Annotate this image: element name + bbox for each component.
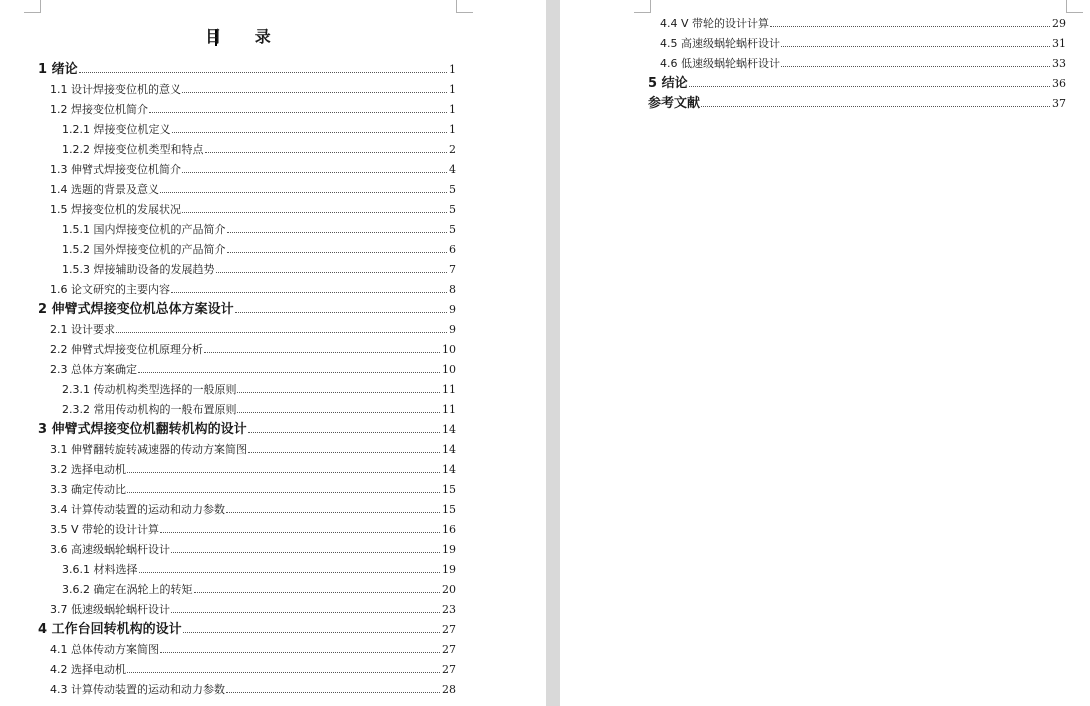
toc-page-number: 15: [442, 483, 456, 496]
toc-entry-text: 3.5 V 带轮的设计计算: [50, 523, 160, 536]
toc-entry-text: 3.4 计算传动装置的运动和动力参数: [50, 503, 225, 516]
toc-entry-text: 2.1 设计要求: [50, 323, 115, 336]
toc-entry[interactable]: [38, 100, 456, 120]
toc-entry-text: 参考文献: [648, 96, 701, 111]
toc-page-number: 1: [449, 123, 456, 136]
toc-leader-dots: [194, 592, 441, 593]
toc-entry[interactable]: [38, 500, 456, 520]
toc-entry[interactable]: [38, 380, 456, 400]
toc-entry[interactable]: [38, 560, 456, 580]
toc-entry[interactable]: [38, 80, 456, 100]
toc-entry-text: 3.6.1 材料选择: [62, 563, 138, 576]
toc-page-number: 6: [449, 243, 456, 256]
toc-leader-dots: [248, 452, 440, 453]
toc-entry-text: 3.7 低速级蜗轮蜗杆设计: [50, 603, 170, 616]
toc-leader-dots: [216, 272, 448, 273]
toc-page-number: 27: [442, 623, 456, 636]
toc-leader-dots: [227, 252, 448, 253]
page-corner-mark: [634, 0, 651, 13]
toc-entry-text: 1.2.1 焊接变位机定义: [62, 123, 171, 136]
toc-entry[interactable]: [648, 94, 1066, 114]
toc-entry-text: 4.1 总体传动方案简图: [50, 643, 159, 656]
toc-entry-text: 1.1 设计焊接变位机的意义: [50, 83, 181, 96]
toc-list: [648, 14, 1066, 114]
toc-entry[interactable]: [648, 14, 1066, 34]
toc-entry-text: 4.3 计算传动装置的运动和动力参数: [50, 683, 225, 696]
toc-entry-text: 3.6 高速级蜗轮蜗杆设计: [50, 543, 170, 556]
document-page-right: [560, 0, 1090, 706]
toc-entry[interactable]: [38, 680, 456, 700]
toc-list: [38, 60, 456, 700]
toc-page-number: 19: [442, 563, 456, 576]
toc-entry[interactable]: [648, 34, 1066, 54]
toc-entry[interactable]: [38, 240, 456, 260]
toc-entry[interactable]: [38, 280, 456, 300]
toc-page-number: 8: [449, 283, 456, 296]
toc-entry[interactable]: [38, 660, 456, 680]
toc-page-number: 28: [442, 683, 456, 696]
toc-leader-dots: [237, 412, 440, 413]
toc-entry-text: 2.3.1 传动机构类型选择的一般原则: [62, 383, 237, 396]
toc-page-number: 1: [449, 63, 456, 76]
toc-leader-dots: [227, 232, 448, 233]
toc-leader-dots: [204, 352, 440, 353]
toc-entry[interactable]: [38, 540, 456, 560]
toc-leader-dots: [127, 672, 440, 673]
toc-entry[interactable]: [38, 520, 456, 540]
toc-entry[interactable]: [38, 480, 456, 500]
toc-page-number: 4: [449, 163, 456, 176]
toc-page-number: 31: [1052, 37, 1066, 50]
toc-entry-text: 3.1 伸臂翻转旋转减速器的传动方案简图: [50, 443, 247, 456]
toc-entry-text: 1.5.3 焊接辅助设备的发展趋势: [62, 263, 215, 276]
toc-entry-text: 4.5 高速级蜗轮蜗杆设计: [660, 37, 780, 50]
toc-entry[interactable]: [38, 220, 456, 240]
toc-entry[interactable]: [38, 140, 456, 160]
page-corner-mark: [1066, 0, 1083, 13]
toc-entry-text: 1.4 选题的背景及意义: [50, 183, 159, 196]
toc-page-number: 2: [449, 143, 456, 156]
toc-leader-dots: [171, 292, 447, 293]
toc-page-number: 16: [442, 523, 456, 536]
page-gutter: [546, 0, 560, 706]
toc-entry-text: 2 伸臂式焊接变位机总体方案设计: [38, 302, 234, 317]
toc-entry[interactable]: [38, 440, 456, 460]
toc-entry-text: 2.3 总体方案确定: [50, 363, 137, 376]
toc-page-number: 5: [449, 183, 456, 196]
toc-page-number: 14: [442, 463, 456, 476]
toc-entry[interactable]: [38, 260, 456, 280]
toc-leader-dots: [226, 512, 440, 513]
toc-leader-dots: [183, 632, 440, 633]
toc-entry[interactable]: [38, 160, 456, 180]
toc-entry[interactable]: [38, 580, 456, 600]
toc-leader-dots: [79, 72, 447, 73]
toc-page-number: 14: [442, 423, 456, 436]
toc-leader-dots: [172, 132, 448, 133]
toc-leader-dots: [160, 192, 447, 193]
toc-entry-text: 1 绪论: [38, 62, 78, 77]
toc-entry[interactable]: [648, 74, 1066, 94]
toc-leader-dots: [770, 26, 1050, 27]
toc-entry-text: 4.6 低速级蜗轮蜗杆设计: [660, 57, 780, 70]
toc-entry[interactable]: [38, 640, 456, 660]
toc-page-number: 27: [442, 663, 456, 676]
toc-leader-dots: [182, 92, 447, 93]
toc-entry-text: 3 伸臂式焊接变位机翻转机构的设计: [38, 422, 247, 437]
toc-page-number: 9: [449, 303, 456, 316]
toc-entry[interactable]: [38, 600, 456, 620]
toc-entry-text: 4.2 选择电动机: [50, 663, 126, 676]
toc-leader-dots: [160, 652, 440, 653]
toc-page-number: 11: [442, 383, 456, 396]
toc-leader-dots: [149, 112, 447, 113]
toc-leader-dots: [182, 212, 447, 213]
toc-entry-text: 1.5.1 国内焊接变位机的产品简介: [62, 223, 226, 236]
toc-entry[interactable]: [38, 180, 456, 200]
toc-leader-dots: [160, 532, 440, 533]
toc-entry[interactable]: [38, 360, 456, 380]
toc-leader-dots: [781, 66, 1050, 67]
toc-entry[interactable]: [38, 300, 456, 320]
toc-entry[interactable]: [38, 620, 456, 640]
toc-entry-text: 5 结论: [648, 76, 688, 91]
toc-page-number: 20: [442, 583, 456, 596]
toc-page-number: 37: [1052, 97, 1066, 110]
toc-page-number: 5: [449, 203, 456, 216]
toc-leader-dots: [701, 106, 1050, 107]
toc-leader-dots: [139, 572, 441, 573]
toc-entry-text: 4 工作台回转机构的设计: [38, 622, 182, 637]
toc-entry[interactable]: [38, 340, 456, 360]
toc-page-number: 36: [1052, 77, 1066, 90]
toc-page-number: 14: [442, 443, 456, 456]
toc-leader-dots: [226, 692, 440, 693]
toc-entry-text: 3.6.2 确定在涡轮上的转矩: [62, 583, 193, 596]
toc-entry-text: 1.3 伸臂式焊接变位机简介: [50, 163, 181, 176]
toc-page-number: 9: [449, 323, 456, 336]
toc-entry[interactable]: [648, 54, 1066, 74]
toc-page-number: 1: [449, 103, 456, 116]
toc-leader-dots: [781, 46, 1050, 47]
toc-leader-dots: [116, 332, 447, 333]
toc-leader-dots: [127, 472, 440, 473]
toc-entry[interactable]: [38, 320, 456, 340]
page-corner-mark: [24, 0, 41, 13]
toc-page-number: 10: [442, 343, 456, 356]
toc-page-number: 1: [449, 83, 456, 96]
toc-entry-text: 1.2.2 焊接变位机类型和特点: [62, 143, 204, 156]
page-corner-mark: [456, 0, 473, 13]
toc-page-number: 29: [1052, 17, 1066, 30]
toc-page-number: 5: [449, 223, 456, 236]
toc-page-number: 19: [442, 543, 456, 556]
toc-entry-text: 4.4 V 带轮的设计计算: [660, 17, 770, 30]
toc-page-number: 27: [442, 643, 456, 656]
toc-entry[interactable]: [38, 400, 456, 420]
toc-entry-text: 3.3 确定传动比: [50, 483, 126, 496]
toc-entry-text: 2.2 伸臂式焊接变位机原理分析: [50, 343, 203, 356]
toc-leader-dots: [689, 86, 1050, 87]
toc-entry[interactable]: [38, 420, 456, 440]
toc-page-number: 7: [449, 263, 456, 276]
toc-leader-dots: [205, 152, 448, 153]
toc-entry[interactable]: [38, 460, 456, 480]
toc-leader-dots: [248, 432, 440, 433]
toc-page-number: 15: [442, 503, 456, 516]
toc-leader-dots: [127, 492, 440, 493]
toc-page-number: 33: [1052, 57, 1066, 70]
toc-title[interactable]: 目 录: [205, 27, 285, 46]
toc-leader-dots: [138, 372, 440, 373]
toc-entry-text: 1.6 论文研究的主要内容: [50, 283, 170, 296]
toc-entry[interactable]: [38, 120, 456, 140]
toc-entry-text: 1.2 焊接变位机简介: [50, 103, 148, 116]
toc-leader-dots: [171, 552, 440, 553]
toc-leader-dots: [237, 392, 440, 393]
toc-entry[interactable]: [38, 200, 456, 220]
toc-entry-text: 2.3.2 常用传动机构的一般布置原则: [62, 403, 237, 416]
toc-page-number: 11: [442, 403, 456, 416]
toc-entry-text: 3.2 选择电动机: [50, 463, 126, 476]
toc-entry-text: 1.5.2 国外焊接变位机的产品简介: [62, 243, 226, 256]
toc-leader-dots: [182, 172, 447, 173]
toc-leader-dots: [171, 612, 440, 613]
toc-page-number: 10: [442, 363, 456, 376]
toc-entry-text: 1.5 焊接变位机的发展状况: [50, 203, 181, 216]
toc-leader-dots: [235, 312, 447, 313]
toc-page-number: 23: [442, 603, 456, 616]
toc-entry[interactable]: [38, 60, 456, 80]
